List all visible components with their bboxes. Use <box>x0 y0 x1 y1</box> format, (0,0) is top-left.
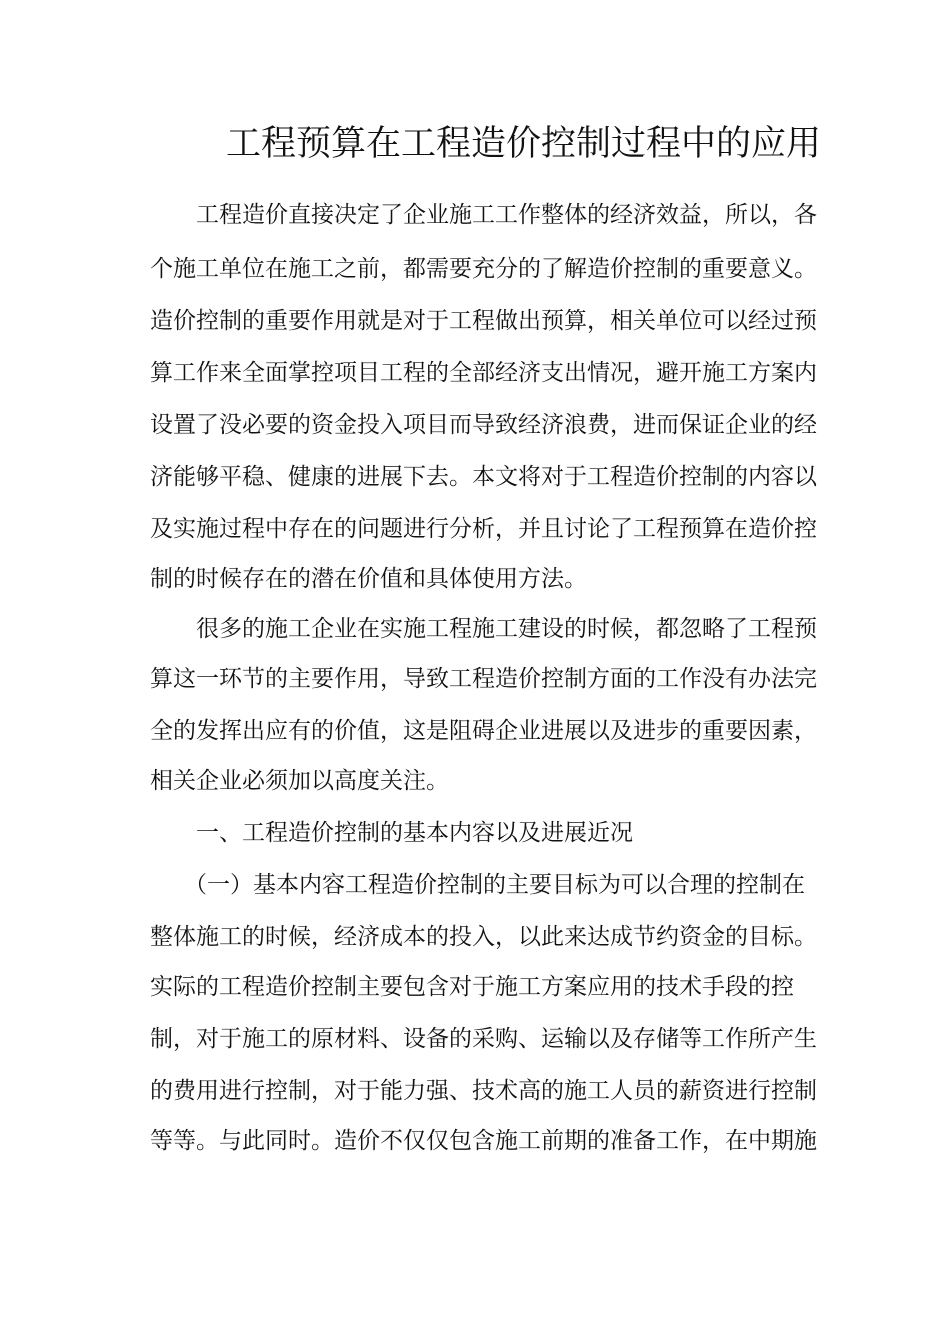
paragraph-line: （一）基本内容工程造价控制的主要目标为可以合理的控制在 <box>184 872 805 898</box>
paragraph-line: 等等。与此同时。造价不仅仅包含施工前期的准备工作，在中期施 <box>150 1128 817 1154</box>
paragraph-line: 算工作来全面掌控项目工程的全部经济支出情况，避开施工方案内 <box>150 360 817 386</box>
paragraph-line: 相关企业必须加以高度关注。 <box>150 768 449 794</box>
paragraph-line: 及实施过程中存在的问题进行分析，并且讨论了工程预算在造价控 <box>150 516 817 542</box>
paragraph-line: 很多的施工企业在实施工程施工建设的时候，都忽略了工程预 <box>196 616 817 642</box>
paragraph-line: 算这一环节的主要作用，导致工程造价控制方面的工作没有办法完 <box>150 666 817 692</box>
paragraph-line: 制，对于施工的原材料、设备的采购、运输以及存储等工作所产生 <box>150 1026 817 1052</box>
section-heading: 一、工程造价控制的基本内容以及进展近况 <box>196 820 633 846</box>
paragraph-line: 制的时候存在的潜在价值和具体使用方法。 <box>150 566 587 592</box>
paragraph-line: 济能够平稳、健康的进展下去。本文将对于工程造价控制的内容以 <box>150 464 817 490</box>
paragraph-line: 造价控制的重要作用就是对于工程做出预算，相关单位可以经过预 <box>150 308 817 334</box>
paragraph-line: 全的发挥出应有的价值，这是阻碍企业进展以及进步的重要因素， <box>150 718 817 744</box>
paragraph-line: 整体施工的时候，经济成本的投入，以此来达成节约资金的目标。 <box>150 924 817 950</box>
paragraph-line: 个施工单位在施工之前，都需要充分的了解造价控制的重要意义。 <box>150 256 817 282</box>
paragraph-line: 工程造价直接决定了企业施工工作整体的经济效益，所以，各 <box>196 202 817 228</box>
paragraph-line: 设置了没必要的资金投入项目而导致经济浪费，进而保证企业的经 <box>150 412 817 438</box>
document-title: 工程预算在工程造价控制过程中的应用 <box>226 124 822 164</box>
paragraph-line: 实际的工程造价控制主要包含对于施工方案应用的技术手段的控 <box>150 974 794 1000</box>
paragraph-line: 的费用进行控制，对于能力强、技术高的施工人员的薪资进行控制 <box>150 1078 817 1104</box>
